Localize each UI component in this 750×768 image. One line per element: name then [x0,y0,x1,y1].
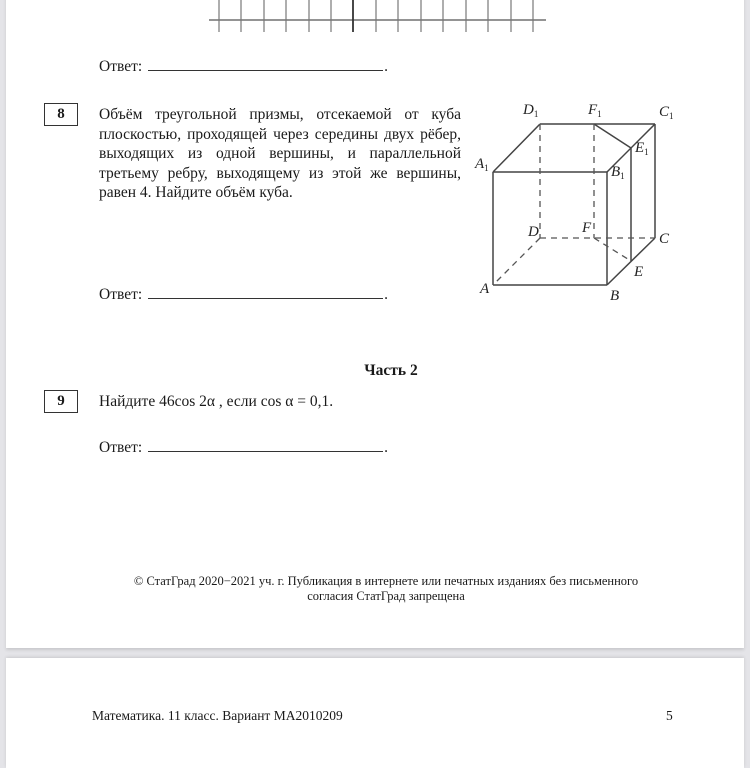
cube-figure [470,100,700,300]
task-number-box-8 [44,103,78,126]
task-number: 9 [57,393,65,409]
task-number-box-9 [44,390,78,413]
page-header-title: Математика. 11 класс. Вариант МА2010209 [92,708,343,723]
label-E1: $E_1$ [635,140,649,157]
label-F1: $F_1$ [588,102,602,119]
answer-label: Ответ: [99,286,143,303]
label-B1: $B_1$ [611,164,625,181]
label-C: C [659,231,670,247]
task-9-text: Найдите 46cos 2α , если cos α = 0,1. [99,393,334,410]
label-D: D [528,224,539,240]
label-A1: $A_1$ [475,156,489,173]
answer-field-task-9[interactable] [148,437,383,452]
label-E: E [634,264,644,280]
label-B: B [610,288,620,300]
label-D1: $D_1$ [523,102,539,119]
label-C1: $C_1$ [659,104,674,121]
label-F: F [582,220,592,236]
answer-row-task-9: Ответ: . [99,439,389,456]
math-expression: 46cos 2α [159,393,215,410]
answer-label: Ответ: [99,439,143,456]
task-8-text: Объём треугольной призмы, отсекаемой от куба плоскостью, проходящей через середины двух рёбер, выходящих из одной вершины, и параллельной третьему ребру, выходящему из этой же вершины, равен 4. Найдите объём куба. [99,106,461,202]
math-expression: cos α = 0,1 [260,393,330,410]
number-line-figure [6,0,744,40]
task-number: 8 [57,106,65,122]
answer-field[interactable] [148,56,383,71]
document-page-5 [6,658,744,768]
answer-row-task-8: Ответ: . [99,286,389,303]
answer-row-previous: Ответ: . [99,58,389,75]
answer-label: Ответ: [99,58,143,75]
document-page-4 [6,0,744,648]
page-number: 5 [666,708,673,723]
label-A: A [480,281,490,297]
copyright-footer: © СтатГрад 2020−2021 уч. г. Публикация в интернете или печатных изданиях без письменного согласия СтатГрад запрещена [133,574,639,603]
section-title-part-2: Часть 2 [364,362,418,379]
answer-field-task-8[interactable] [148,284,383,299]
